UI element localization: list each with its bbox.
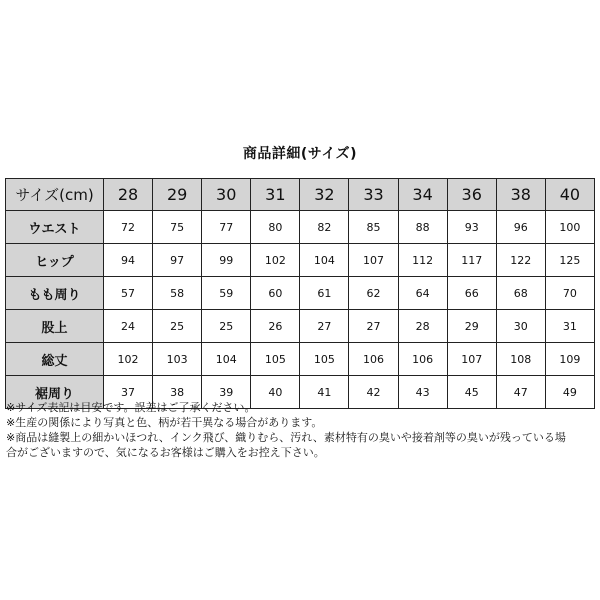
table-cell: 117 <box>447 244 496 277</box>
note-line: ※生産の関係により写真と色、柄が若干異なる場合があります。 <box>6 416 323 429</box>
table-cell: 64 <box>398 277 447 310</box>
size-header-cell: 38 <box>496 179 545 211</box>
table-cell: 58 <box>153 277 202 310</box>
row-label: 裾周り <box>6 376 104 409</box>
table-cell: 41 <box>300 376 349 409</box>
table-cell: 30 <box>496 310 545 343</box>
table-cell: 97 <box>153 244 202 277</box>
size-table-body <box>6 211 595 409</box>
table-cell: 43 <box>398 376 447 409</box>
table-cell: 49 <box>545 376 594 409</box>
table-cell: 102 <box>251 244 300 277</box>
table-cell: 109 <box>545 343 594 376</box>
size-table <box>5 178 595 409</box>
row-label: もも周り <box>6 277 104 310</box>
table-cell: 93 <box>447 211 496 244</box>
size-header-cell: 30 <box>202 179 251 211</box>
table-cell: 66 <box>447 277 496 310</box>
table-cell: 29 <box>447 310 496 343</box>
table-cell: 39 <box>202 376 251 409</box>
table-cell: 68 <box>496 277 545 310</box>
table-cell: 70 <box>545 277 594 310</box>
table-cell: 31 <box>545 310 594 343</box>
table-cell: 105 <box>300 343 349 376</box>
table-cell: 28 <box>398 310 447 343</box>
size-header-cell: 36 <box>447 179 496 211</box>
table-cell: 100 <box>545 211 594 244</box>
size-header-cell: 34 <box>398 179 447 211</box>
table-row <box>6 211 595 244</box>
table-cell: 112 <box>398 244 447 277</box>
notes <box>6 400 596 460</box>
table-cell: 108 <box>496 343 545 376</box>
size-header-cell: 40 <box>545 179 594 211</box>
table-cell: 24 <box>104 310 153 343</box>
table-cell: 102 <box>104 343 153 376</box>
table-cell: 106 <box>349 343 398 376</box>
note-line: ※商品は縫製上の細かいほつれ、インク飛び、織りむら、汚れ、素材特有の臭いや接着剤等の臭いが残っている場 <box>6 431 566 444</box>
table-cell: 80 <box>251 211 300 244</box>
table-cell: 26 <box>251 310 300 343</box>
table-cell: 104 <box>300 244 349 277</box>
table-cell: 122 <box>496 244 545 277</box>
row-label: 総丈 <box>6 343 104 376</box>
size-header-cell: 29 <box>153 179 202 211</box>
table-cell: 75 <box>153 211 202 244</box>
table-cell: 60 <box>251 277 300 310</box>
size-header-row <box>6 179 595 211</box>
table-cell: 103 <box>153 343 202 376</box>
table-cell: 47 <box>496 376 545 409</box>
table-cell: 82 <box>300 211 349 244</box>
table-cell: 59 <box>202 277 251 310</box>
table-cell: 94 <box>104 244 153 277</box>
table-cell: 38 <box>153 376 202 409</box>
table-cell: 72 <box>104 211 153 244</box>
table-row <box>6 244 595 277</box>
table-row <box>6 310 595 343</box>
table-cell: 40 <box>251 376 300 409</box>
table-cell: 27 <box>300 310 349 343</box>
table-cell: 25 <box>153 310 202 343</box>
table-cell: 85 <box>349 211 398 244</box>
table-cell: 88 <box>398 211 447 244</box>
table-cell: 77 <box>202 211 251 244</box>
table-cell: 61 <box>300 277 349 310</box>
table-cell: 25 <box>202 310 251 343</box>
table-cell: 125 <box>545 244 594 277</box>
page-title: 商品詳細(サイズ) <box>242 146 358 162</box>
table-cell: 106 <box>398 343 447 376</box>
table-cell: 27 <box>349 310 398 343</box>
size-header-cell: 32 <box>300 179 349 211</box>
table-cell: 99 <box>202 244 251 277</box>
table-cell: 107 <box>447 343 496 376</box>
table-cell: 57 <box>104 277 153 310</box>
table-cell: 104 <box>202 343 251 376</box>
table-cell: 45 <box>447 376 496 409</box>
table-row <box>6 277 595 310</box>
row-label: 股上 <box>6 310 104 343</box>
table-cell: 96 <box>496 211 545 244</box>
note-line: 合がございますので、気になるお客様はご購入をお控え下さい。 <box>6 446 325 459</box>
table-cell: 107 <box>349 244 398 277</box>
row-label: ウエスト <box>6 211 104 244</box>
row-label: ヒップ <box>6 244 104 277</box>
size-header-cell: 33 <box>349 179 398 211</box>
table-cell: 42 <box>349 376 398 409</box>
size-corner-label: サイズ(cm) <box>6 179 104 211</box>
note-line: ※サイズ表記は目安です。誤差はご了承ください。 <box>6 401 256 414</box>
table-row <box>6 343 595 376</box>
table-cell: 37 <box>104 376 153 409</box>
size-header-cell: 28 <box>104 179 153 211</box>
table-cell: 105 <box>251 343 300 376</box>
table-cell: 62 <box>349 277 398 310</box>
size-header-cell: 31 <box>251 179 300 211</box>
